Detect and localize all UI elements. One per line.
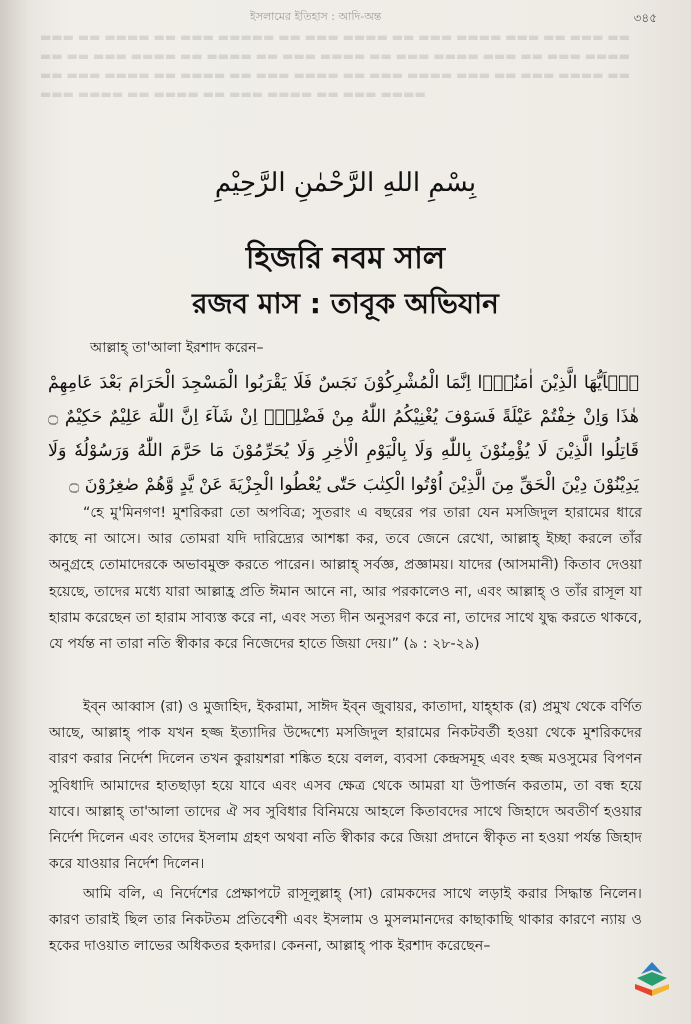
chapter-subtitle: রজব মাস : তাবূক অভিযান xyxy=(192,287,499,320)
verse-intro: আল্লাহ্ তা'আলা ইরশাদ করেন– xyxy=(90,340,264,356)
bismillah: بِسْمِ اللهِ الرَّحْمٰنِ الرَّحِيْمِ xyxy=(214,168,477,198)
page-number: ৩৪৫ xyxy=(633,11,657,25)
author-note-paragraph: আমি বলি, এ নির্দেশের প্রেক্ষাপটে রাসূলুল্লাহ্ (সা) রোমকদের সাথে লড়াই করার সিদ্ধান্ত নিলেন। কারণ তারাই ছিল তার নিকটতম প্রতিবেশী এবং ইসলাম ও মুসলমানদের কাছাকাছি থাকার কারণে ন্যায় ও হকের দাওয়াত লাভের অধিকতর হকদার। কেননা, আল্লাহ্ পাক ইরশাদ করেছেন– xyxy=(49,886,642,955)
commentary-paragraph: ইব্ন আব্বাস (রা) ও মুজাহিদ, ইকরামা, সাঈদ ইব্ন জুবায়র, কাতাদা, যাহ্হাক (র) প্রমুখ থেকে বর্ণিত আছে, আল্লাহ্ পাক যখন হজ্জ ইত্যাদির উদ্দেশ্যে মসজিদুল হারামের নিকটবর্তী হওয়া থেকে মুশরিকদের বারণ করার নির্দেশ দিলেন তখন কুরায়শরা শঙ্কিত হয়ে বলল, ব্যবসা কেন্দ্রসমূহ এবং হজ্জ মওসুমের বিপণন সুবিধাদি আমাদের হাতছাড়া হয়ে যাবে এবং এসব ক্ষেত্র থেকে আমরা যা উপার্জন করতাম, তা বন্ধ হয়ে যাবে। আল্লাহ্ তা'আলা তাদের ঐ সব সুবিধার বিনিময়ে আহলে কিতাবদের সাথে জিহাদে অবতীর্ণ হওয়ার নির্দেশ দিলেন এবং তাদের ইসলাম গ্রহণ অথবা নতি স্বীকার করে জিয়া প্রদানে স্বীকৃত না হওয়া পর্যন্ত জিহাদ করে যাওয়ার নির্দেশ দিলেন। xyxy=(49,699,642,873)
chapter-title: হিজরি নবম সাল xyxy=(245,241,446,276)
bleed-through-text: ▬▬▬ ▬▬ ▬▬▬▬ ▬▬ ▬▬▬ ▬▬▬▬▬ ▬▬ ▬▬▬ ▬▬▬▬ ▬▬ ▬▬▬ ▬▬▬▬ ▬▬▬ ▬▬ ▬▬▬ ▬▬▬▬ ▬▬ ▬▬▬ ▬▬▬▬ ▬▬ ▬▬▬▬ ▬▬ ▬▬▬ ▬▬▬▬ ▬▬ ▬▬▬ ▬▬▬▬ ▬▬▬ ▬▬ ▬▬▬ ▬▬▬▬ ▬▬ ▬▬▬ ▬▬▬▬ ▬▬ ▬▬▬▬ ▬▬ ▬▬▬ ▬▬▬▬ ▬▬ ▬▬▬ ▬▬▬▬ ▬▬▬ ▬▬ ▬▬▬ ▬▬▬▬ ▬▬ ▬▬▬ ▬▬▬▬ ▬▬ ▬▬▬▬ ▬▬ ▬▬▬ ▬▬▬▬ ▬▬ ▬▬▬ ▬▬▬▬ xyxy=(40,30,631,101)
verse-translation-paragraph: “হে মু'মিনগণ! মুশরিকরা তো অপবিত্র; সুতরাং এ বছরের পর তারা যেন মসজিদুল হারামের ধারে কাছে না আসে। আর তোমরা যদি দারিদ্র্যের আশঙ্কা কর, তবে জেনে রেখো, আল্লাহ্ ইচ্ছা করলে তাঁর অনুগ্রহে তোমাদেরকে অভাবমুক্ত করতে পারেন। আল্লাহ্ সর্বজ্ঞ, প্রজ্ঞাময়। যাদের (আসমানী) কিতাব দেওয়া হয়েছে, তাদের মধ্যে যারা আল্লাহ্র প্রতি ঈমান আনে না, আর পরকালেও না, এবং আল্লাহ্ ও তাঁর রাসূল যা হারাম করেছেন তা হারাম সাব্যস্ত করে না, এবং সত্য দীন অনুসরণ করে না, তাদের সাথে যুদ্ধ করতে থাকবে, যে পর্যন্ত না তারা নতি স্বীকার করে নিজেদের হাতে জিয়া দেয়।” (৯ : ২৮-২৯) xyxy=(49,505,642,653)
running-head: ইসলামের ইতিহাস : আদি-অন্ত xyxy=(250,10,382,23)
quran-verse: يٰۤاَيُّهَا الَّذِيْنَ اٰمَنُوْۤا اِنَّمَا الْمُشْرِكُوْنَ نَجَسٌ فَلَا يَقْرَبُوا الْمَسْجِدَ الْحَرَامَ بَعْدَ عَامِهِمْ هٰذَا وَاِنْ خِفْتُمْ عَيْلَةً فَسَوْفَ يُغْنِيْكُمُ اللّٰهُ مِنْ فَضْلِهٖۤ اِنْ شَآءَ اِنَّ اللّٰهَ عَلِيْمٌ حَكِيْمٌ ۝ قَاتِلُوا الَّذِيْنَ لَا يُؤْمِنُوْنَ بِاللّٰهِ وَلَا بِالْيَوْمِ الْاٰخِرِ وَلَا يُحَرِّمُوْنَ مَا حَرَّمَ اللّٰهُ وَرَسُوْلُهٗ وَلَا يَدِيْنُوْنَ دِيْنَ الْحَقِّ مِنَ الَّذِيْنَ اُوْتُوا الْكِتٰبَ حَتّٰى يُعْطُوا الْجِزْيَةَ عَنْ يَّدٍ وَّهُمْ صٰغِرُوْنَ ۝ xyxy=(48,373,639,495)
publisher-logo-icon xyxy=(629,956,675,1000)
